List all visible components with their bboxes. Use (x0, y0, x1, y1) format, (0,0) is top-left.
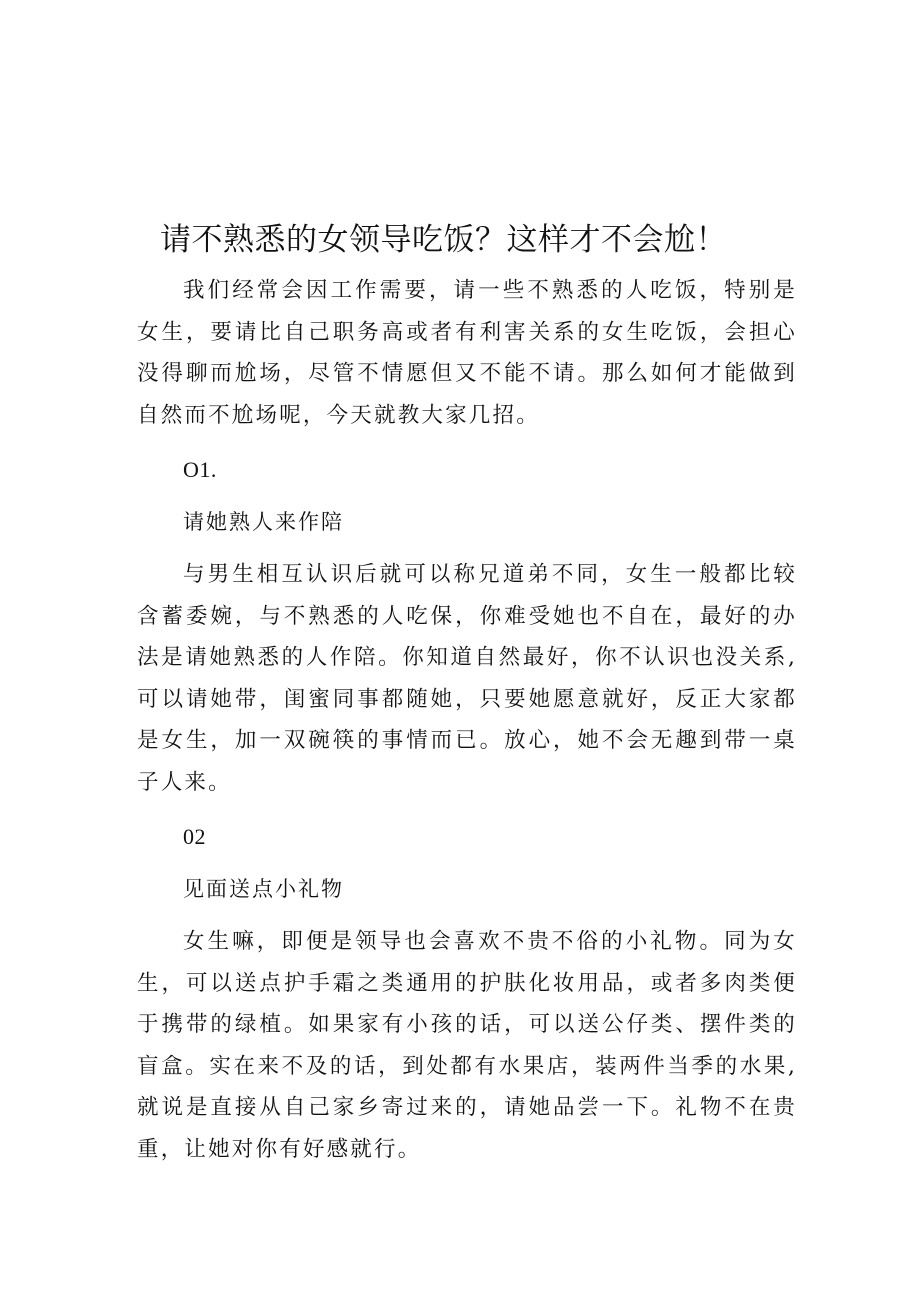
section-body-2: 女生嘛，即便是领导也会喜欢不贵不俗的小礼物。同为女生，可以送点护手霜之类通用的护肤化妆用品，或者多肉类便于携带的绿植。如果家有小孩的话，可以送公仔类、摆件类的盲盒。实在来不及的话，到处都有水果店，装两件当季的水果,就说是直接从自己家乡寄过来的，请她品尝一下。礼物不在贵重，让她对你有好感就行。 (137, 929, 797, 1162)
section-number-2: 02 (183, 824, 206, 849)
article-body (137, 270, 797, 1170)
section-body-1: 与男生相互认识后就可以称兄道弟不同，女生一般都比较含蓄委婉，与不熟悉的人吃保，你难受她也不自在，最好的办法是请她熟悉的人作陪。你知道自然最好，你不认识也没关系,可以请她带，闺蜜同事都随她，只要她愿意就好，反正大家都是女生，加一双碗筷的事情而已。放心，她不会无趣到带一桌子人来。 (137, 562, 797, 795)
section-heading-1: 请她熟人来作陪 (183, 510, 344, 534)
section-heading-2: 见面送点小礼物 (183, 877, 344, 901)
section-number-1: O1. (183, 457, 217, 482)
article-title: 请不熟悉的女领导吃饭？这样才不会尬！ (160, 222, 727, 258)
intro-paragraph: 我们经常会因工作需要，请一些不熟悉的人吃饭，特别是女生，要请比自己职务高或者有利害关系的女生吃饭，会担心没得聊而尬场，尽管不情愿但又不能不请。那么如何才能做到自然而不尬场呢，今天就教大家几招。 (137, 278, 797, 428)
